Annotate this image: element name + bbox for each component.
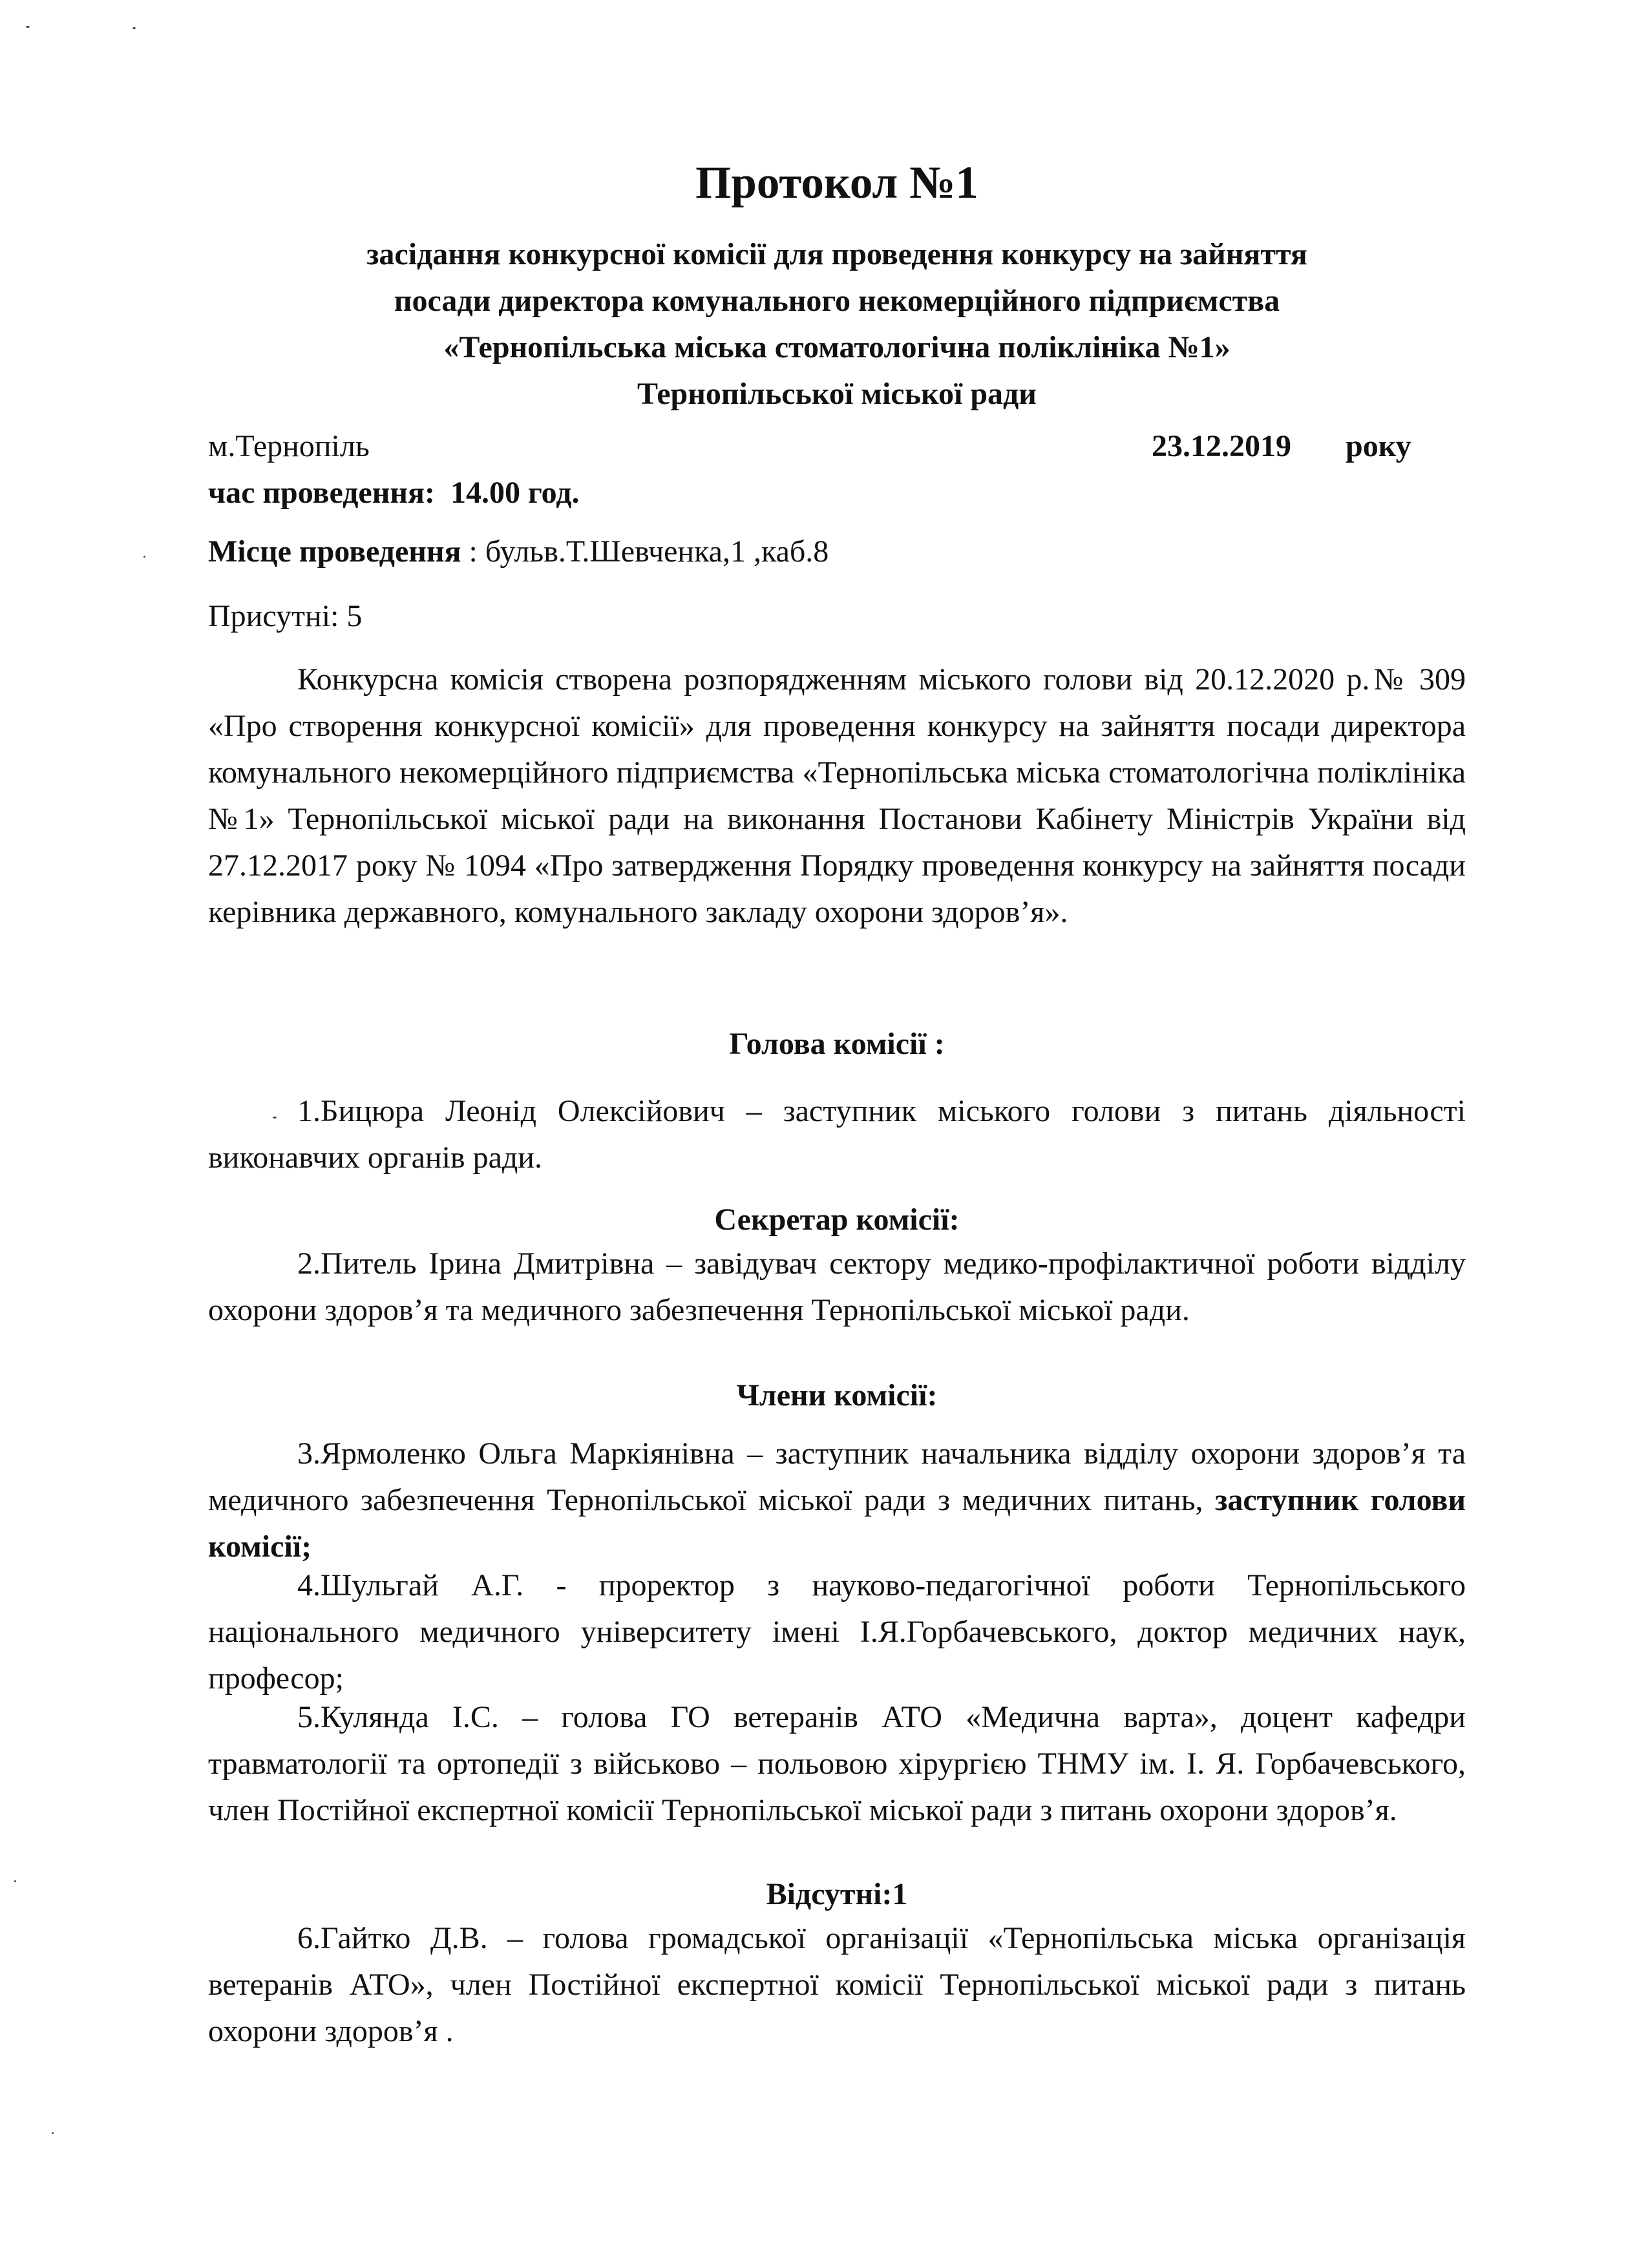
meeting-date: [1152, 423, 1411, 470]
date-suffix: року: [1346, 429, 1411, 463]
member-3-role: заступник голови комісії;: [208, 1483, 1466, 1564]
city-date-row: [208, 423, 1466, 470]
member-3: [208, 1431, 1466, 1570]
time-value: 14.00 год.: [450, 476, 580, 510]
secretary-heading: Секретар комісії:: [714, 1202, 960, 1237]
place-label: Місце проведення: [208, 534, 461, 569]
member-5: 5.Кулянда І.С. – голова ГО ветеранів АТО «Медична варта», доцент кафедри травматології та ортопедії з військово – польовою хірургією ТНМУ ім. І. Я. Горбачевського, член Постійної експертної комісії Тернопільської міської ради з питань охорони здоров’я.: [208, 1700, 1466, 1827]
time-label: час проведення:: [208, 476, 435, 510]
document-title: Протокол №1: [695, 158, 978, 208]
secretary-member: 2.Питель Ірина Дмитрівна – завідувач сектору медико-профілактичної роботи відділу охорони здоров’я та медичного забезпечення Тернопільської міської ради.: [208, 1246, 1466, 1327]
head-heading: Голова комісії :: [729, 1027, 945, 1061]
date-value: 23.12.2019: [1152, 429, 1291, 463]
subtitle-line: посади директора комунального некомерційного підприємства: [394, 284, 1280, 318]
present-count: Присутні: 5: [208, 599, 363, 633]
place-value: : бульв.Т.Шевченка,1 ,каб.8: [461, 534, 829, 569]
meeting-place: [208, 529, 1466, 575]
member-3-text: 3.Ярмоленко Ольга Маркіянівна – заступник начальника відділу охорони здоров’я та медичного забезпечення Тернопільської міської ради з медичних питань,: [208, 1436, 1466, 1517]
subtitle-line: Тернопільської міської ради: [637, 377, 1037, 411]
subtitle-line: засідання конкурсної комісії для проведення конкурсу на зайняття: [366, 237, 1307, 271]
member-6: 6.Гайтко Д.В. – голова громадської організації «Тернопільська міська організація ветеранів АТО», член Постійної експертної комісії Тернопільської міської ради з питань охорони здоров’я .: [208, 1921, 1466, 2048]
absent-heading: Відсутні:1: [766, 1877, 908, 1911]
intro-paragraph: Конкурсна комісія створена розпорядженням міського голови від 20.12.2020 р.№ 309 «Про створення конкурсної комісії» для проведення конкурсу на зайняття посади директора комунального некомерційного підприємства «Тернопільська міська стоматологічна поліклініка №1» Тернопільської міської ради на виконання Постанови Кабінету Міністрів України від 27.12.2017 року № 1094 «Про затвердження Порядку проведення конкурсу на зайняття посади керівника державного, комунального закладу охорони здоров’я».: [208, 662, 1466, 929]
city: м.Тернопіль: [208, 429, 370, 463]
head-member: 1.Бицюра Леонід Олексійович – заступник міського голови з питань діяльності виконавчих органів ради.: [208, 1094, 1466, 1175]
members-heading: Члени комісії:: [736, 1378, 938, 1412]
document-subtitle: [208, 231, 1466, 417]
meeting-time: [208, 470, 1466, 516]
member-4: 4.Шульгай А.Г. - проректор з науково-педагогічної роботи Тернопільського національного медичного університету імені І.Я.Горбачевського, доктор медичних наук, професор;: [208, 1568, 1466, 1696]
subtitle-line: «Тернопільська міська стоматологічна поліклініка №1»: [443, 330, 1231, 364]
